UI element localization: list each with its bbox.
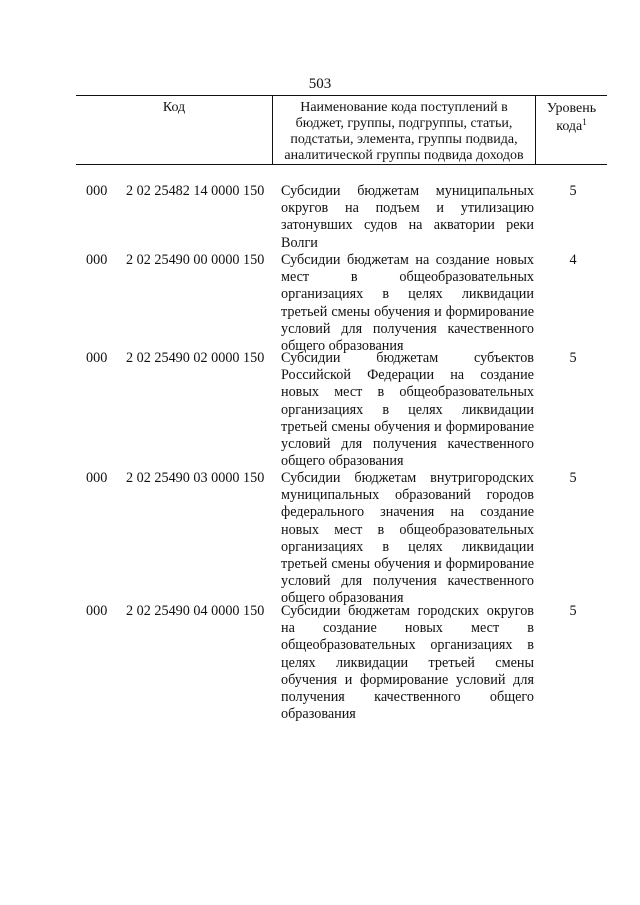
header-level-label: Уровень кода <box>546 101 597 134</box>
row-budget-code: 2 02 25490 00 0000 150 <box>126 252 265 268</box>
row-name: Субсидии бюджетам на создание новых мест в общеобразовательных организациях в целях ликвидации третьей смены обучения и формирование условий для получения качественного общего образования <box>281 252 534 355</box>
row-level: 5 <box>569 603 577 619</box>
row-name: Субсидии бюджетам внутригородских муниципальных образований городов федерального значения на создание новых мест в общеобразовательных организациях в целях ликвидации третьей смены обучения и формирование условий для получения качественного общего образования <box>281 470 534 607</box>
row-level: 5 <box>569 183 577 199</box>
header-name <box>272 96 536 164</box>
row-admin-code: 000 <box>86 350 108 366</box>
row-level: 5 <box>569 350 577 366</box>
row-name: Субсидии бюджетам муниципальных округов на подъем и утилизацию затонувших судов на акватории реки Волги <box>281 183 534 251</box>
header-level <box>536 96 607 164</box>
header-code-label: Код <box>162 100 186 115</box>
row-budget-code: 2 02 25490 04 0000 150 <box>126 603 265 619</box>
row-name: Субсидии бюджетам городских округов на создание новых мест в общеобразовательных организациях в целях ликвидации третьей смены обучения и формирование условий для получения качественного общего образования <box>281 603 534 723</box>
page-number: 503 <box>308 76 332 92</box>
row-admin-code: 000 <box>86 183 108 199</box>
row-level: 4 <box>569 252 577 268</box>
table-header <box>76 95 607 165</box>
header-name-label: Наименование кода поступлений в бюджет, группы, подгруппы, статьи, подстатьи, элемента, группы подвида, аналитической группы подвида доходов <box>284 100 524 163</box>
row-admin-code: 000 <box>86 603 108 619</box>
row-budget-code: 2 02 25482 14 0000 150 <box>126 183 265 199</box>
header-code <box>76 96 272 164</box>
row-budget-code: 2 02 25490 02 0000 150 <box>126 350 265 366</box>
row-budget-code: 2 02 25490 03 0000 150 <box>126 470 265 486</box>
row-admin-code: 000 <box>86 252 108 268</box>
row-name: Субсидии бюджетам субъектов Российской Федерации на создание новых мест в общеобразовательных организациях в целях ликвидации третьей смены обучения и формирование условий для получения качественного общего образования <box>281 350 534 470</box>
row-level: 5 <box>569 470 577 486</box>
header-level-footnote: 1 <box>582 117 587 127</box>
row-admin-code: 000 <box>86 470 108 486</box>
